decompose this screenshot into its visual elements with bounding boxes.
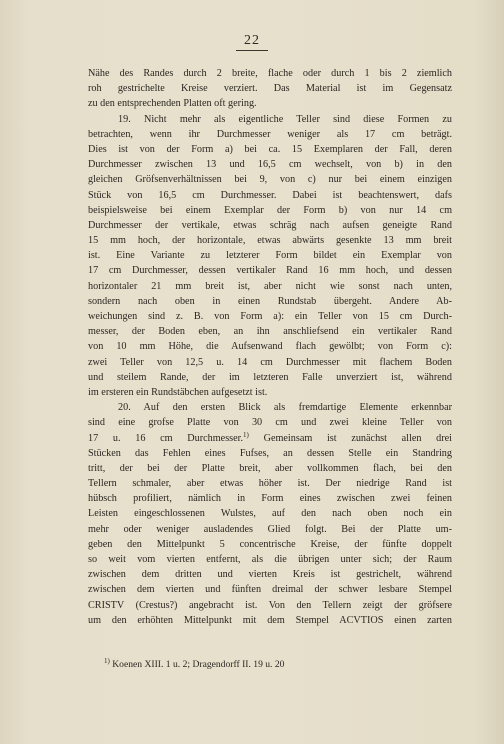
text-line: 15 mm hoch, der horizontale, etwas abwärts gesenkte 13 mm breit <box>88 235 452 247</box>
footnote-reference: 1) <box>243 430 249 439</box>
text-line: 17 cm Durchmesser, dessen vertikaler Rand 16 mm hoch, und dessen <box>88 265 452 277</box>
footnote-text: Koenen XIII. 1 u. 2; Dragendorff II. 19 u. 20 <box>112 659 285 670</box>
text-line: Durchmesser zwischen 13 und 16,5 cm wechselt, von b) in den <box>88 159 452 171</box>
text-line: zwei Teller von 12,5 u. 14 cm Durchmesser mit flachem Boden <box>88 356 452 368</box>
text-line: Leisten eingeschlossenen Wulstes, auf den nach oben noch ein <box>88 508 452 520</box>
text-line: betrachten, wenn ihr Durchmesser weniger als 17 cm beträgt. <box>88 128 452 140</box>
text-line: zwischen dem vierten und fünften dreimal der schwer lesbare Stempel <box>88 584 452 596</box>
footnote <box>104 658 464 671</box>
text-line: sondern nach oben in einen Rundstab übergeht. Andere Ab- <box>88 295 452 307</box>
text-line: um den erhöhten Mittelpunkt mit dem Stempel ACVTIOS einen zarten <box>88 614 452 626</box>
text-line: von 10 mm Höhe, die Aufsenwand flach gewölbt; von Form c): <box>88 341 452 353</box>
text-line: Dies ist von der Form a) bei ca. 15 Exemplaren der Fall, deren <box>88 143 452 155</box>
text-line: roh gestrichelte Kreise verziert. Das Material ist im Gegensatz <box>88 83 452 95</box>
text-line: messer, der Boden eben, an ihn anschliefsend ein vertikaler Rand <box>88 326 452 338</box>
text-line: zu den entsprechenden Platten oft gering. <box>88 98 257 110</box>
page-number-rule <box>236 50 268 51</box>
text-line: geben den Mittelpunkt 5 concentrische Kreise, der fünfte doppelt <box>88 538 452 550</box>
text-line: im ersteren ein Rundstäbchen aufgesetzt ist. <box>88 386 268 398</box>
text-line: Stück von 16,5 cm Durchmesser. Dabei ist beachtenswert, dafs <box>88 189 452 201</box>
text-line: und steilem Rande, der im letzteren Falle unverziert ist, während <box>88 371 452 383</box>
text-line-with-footnote-ref <box>88 431 452 446</box>
text-line: zwischen dem dritten und vierten Kreis ist gestrichelt, während <box>88 569 452 581</box>
text-line: beispielsweise bei einem Exemplar der Form b) von nur 14 cm <box>88 204 452 216</box>
text-line: horizontaler 21 mm breit ist, aber nicht wie sonst nach unten, <box>88 280 452 292</box>
footnote-marker: 1) <box>104 657 110 665</box>
text-segment: Gemeinsam ist zunächst allen drei <box>263 432 453 444</box>
text-line: tritt, der bei der Platte breit, aber vollkommen flach, bei den <box>88 462 452 474</box>
body-text <box>88 66 452 628</box>
text-line: ist. Eine Variante zu letzterer Form bildet ein Exemplar von <box>88 250 452 262</box>
paragraph-19-start: 19. Nicht mehr als eigentliche Teller sind diese Formen zu <box>118 113 452 125</box>
text-line: so weit vom vierten entfernt, als die übrigen unter sich; der Raum <box>88 554 452 565</box>
text-segment: 17 u. 16 cm Durchmesser. <box>88 432 244 444</box>
text-line: weichungen sind z. B. von Form a): ein Teller von 15 cm Durch- <box>88 311 452 322</box>
text-line: CRISTV (Crestus?) angebracht ist. Von den Tellern zeigt der gröfsere <box>88 599 452 611</box>
text-line: Tellern schmaler, aber etwas höher ist. Der niedrige Rand ist <box>88 478 452 490</box>
paragraph-20-start: 20. Auf den ersten Blick als fremdartige Elemente erkennbar <box>118 402 452 414</box>
text-line: Stücken das Fehlen eines Fufses, an dessen Stelle ein Standring <box>88 447 452 459</box>
text-line: mehr oder weniger ausladendes Glied folgt. Bei der Platte um- <box>88 523 452 535</box>
text-line: sind eine grofse Platte von 30 cm und zwei kleine Teller von <box>88 417 452 429</box>
page-number: 22 <box>244 33 260 48</box>
text-line: hübsch profiliert, nämlich in Form eines zwischen zwei feinen <box>88 493 452 505</box>
text-line: gleichen Gröfsenverhältnissen bei 9, von c) nur bei einem einzigen <box>88 174 452 186</box>
text-line: Nähe des Randes durch 2 breite, flache oder durch 1 bis 2 ziemlich <box>88 68 452 79</box>
text-line: Durchmesser der vertikale, etwas schräg nach aufsen geneigte Rand <box>88 219 452 231</box>
